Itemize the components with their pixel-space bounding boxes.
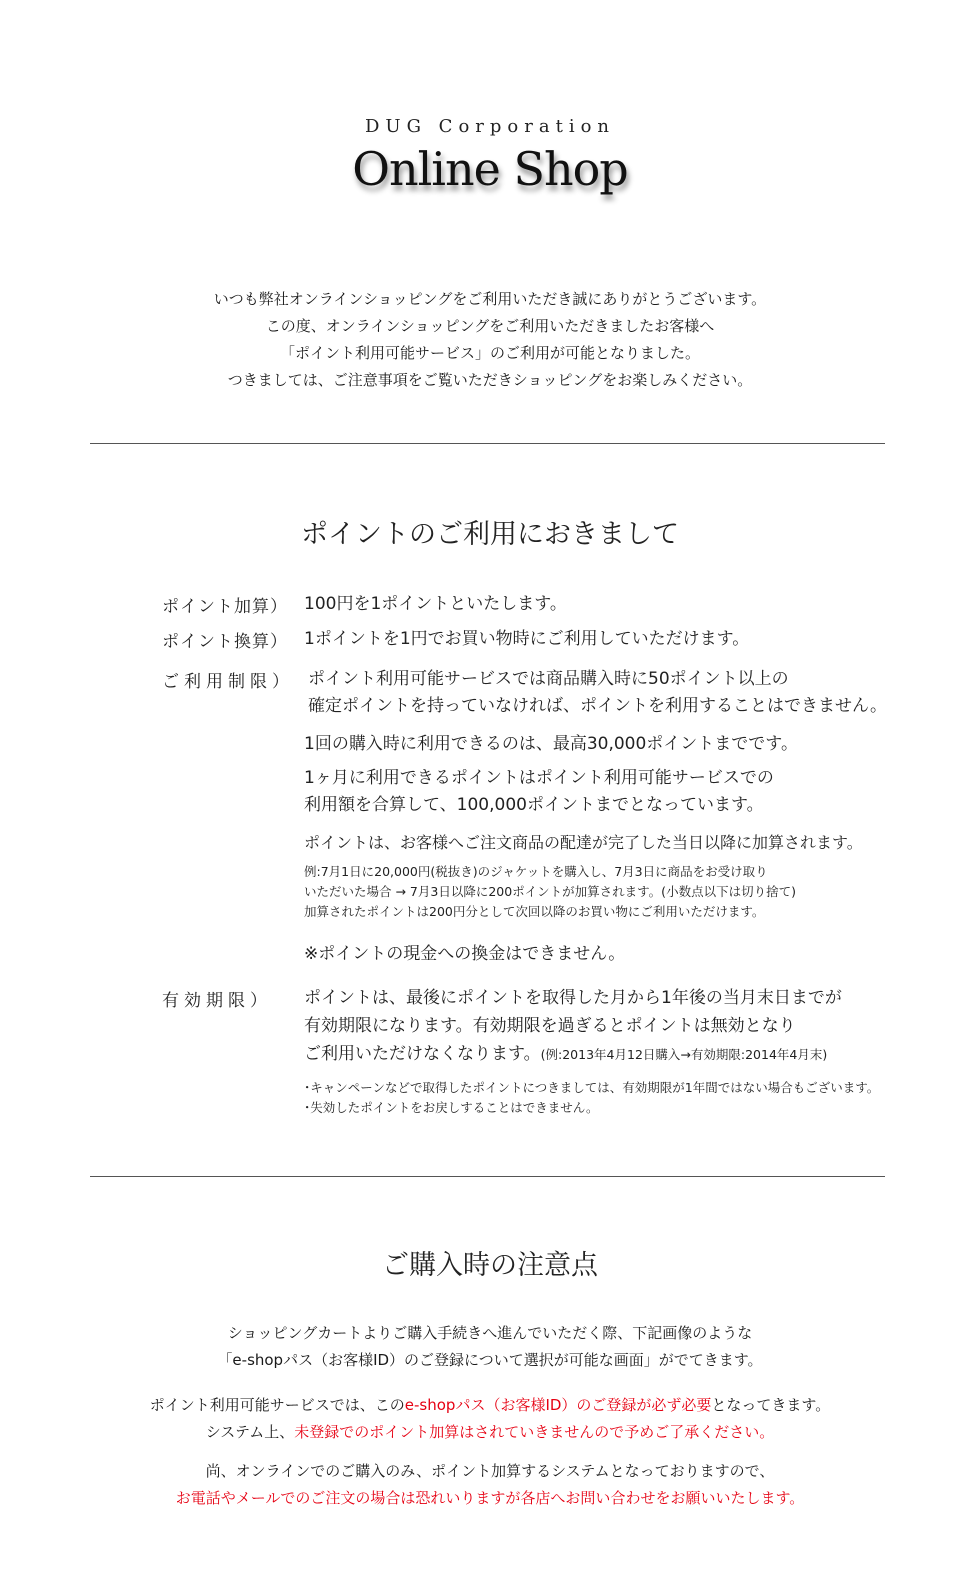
divider (90, 1176, 885, 1177)
p2-text-end: となってきます。 (711, 1396, 831, 1414)
accrual-label: ポイント加算） (162, 597, 288, 617)
company-name: DUG Corporation (364, 116, 616, 137)
delivery-note: ポイントは、お客様へご注文商品の配達が完了した当日以降に加算されます。 (304, 833, 863, 852)
intro-line: 「ポイント利用可能サービス」のご利用が可能となりました。 (279, 344, 700, 362)
example-line: いただいた場合 → 7月3日以降に200ポイントが加算されます。(小数点以下は切り捨て) (304, 884, 796, 899)
p3-text: システム上、 (205, 1423, 295, 1441)
example-line: 例:7月1日に20,000円(税抜き)のジャケットを購入し、7月3日に商品をお受け取り (304, 864, 768, 879)
expiry-line: 有効期限になります。有効期限を過ぎるとポイントは無効となり (304, 1016, 796, 1036)
example-text (304, 862, 796, 922)
limit-line: ポイント利用可能サービスでは商品購入時に50ポイント以上の (308, 669, 789, 689)
expiry-notes (304, 1078, 879, 1118)
expiry-text (304, 984, 842, 1069)
purchase-para3 (0, 1458, 980, 1512)
intro-text (0, 286, 980, 394)
points-section-title: ポイントのご利用におきまして (301, 519, 679, 550)
conversion-text: 1ポイントを1円でお買い物時にご利用していただけます。 (304, 629, 750, 649)
monthly-limit-text (304, 765, 774, 819)
accrual-text: 100円を1ポイントといたします。 (304, 594, 567, 614)
expiry-last: ご利用いただけなくなります。 (304, 1044, 541, 1064)
purchase-para1 (0, 1320, 980, 1374)
p2-warning: e-shopパス（お客様ID）のご登録が必ず必要 (404, 1396, 712, 1414)
p2-text: ポイント利用可能サービスでは、この (149, 1396, 405, 1414)
limit-label: ご利用制限） (162, 672, 294, 692)
purchase-para2 (0, 1392, 980, 1446)
purchase-warning-line: お電話やメールでのご注文の場合は恐れいりますが各店へお問い合わせをお願いいたします。 (175, 1489, 805, 1507)
divider (90, 443, 885, 444)
example-line: 加算されたポイントは200円分として次回以降のお買い物にご利用いただけます。 (304, 904, 765, 919)
limit-line: 確定ポイントを持っていなければ、ポイントを利用することはできません。 (308, 696, 888, 716)
monthly-line: 1ヶ月に利用できるポイントはポイント利用可能サービスでの (304, 768, 774, 788)
purchase-line: 「e-shopパス（お客様ID）のご登録について選択が可能な画面」がでてきます。 (217, 1351, 763, 1369)
intro-line: いつも弊社オンラインショッピングをご利用いただき誠にありがとうございます。 (213, 290, 767, 308)
purchase-line (0, 1419, 980, 1446)
conversion-label: ポイント換算） (162, 632, 288, 652)
purchase-line: ショッピングカートよりご購入手続きへ進んでいただく際、下記画像のような (227, 1324, 753, 1342)
expiry-line: ポイントは、最後にポイントを取得した月から1年後の当月末日までが (304, 988, 842, 1008)
intro-line: この度、オンラインショッピングをご利用いただきましたお客様へ (265, 317, 715, 335)
max-once-text: 1回の購入時に利用できるのは、最高30,000ポイントまでです。 (304, 734, 798, 754)
expiry-line (304, 1040, 842, 1069)
expiry-label: 有効期限） (162, 991, 272, 1011)
intro-line: つきましては、ご注意事項をご覧いただきショッピングをお楽しみください。 (227, 371, 753, 389)
purchase-section-title: ご購入時の注意点 (382, 1250, 598, 1281)
expiry-note: ･失効したポイントをお戻しすることはできません。 (304, 1100, 599, 1115)
shop-title: Online Shop (352, 142, 628, 196)
monthly-line: 利用額を合算して、100,000ポイントまでとなっています。 (304, 795, 764, 815)
expiry-example: (例:2013年4月12日購入→有効期限:2014年4月末) (540, 1047, 828, 1062)
purchase-line (0, 1392, 980, 1419)
limit-text (308, 666, 887, 720)
expiry-note: ･キャンペーンなどで取得したポイントにつきましては、有効期限が1年間ではない場合もございます。 (304, 1080, 880, 1095)
no-cash-note: ※ポイントの現金への換金はできません。 (304, 944, 626, 964)
p3-warning: 未登録でのポイント加算はされていきませんので予めご了承ください。 (294, 1423, 775, 1441)
purchase-line: 尚、オンラインでのご購入のみ、ポイント加算するシステムとなっておりますので、 (205, 1462, 775, 1480)
